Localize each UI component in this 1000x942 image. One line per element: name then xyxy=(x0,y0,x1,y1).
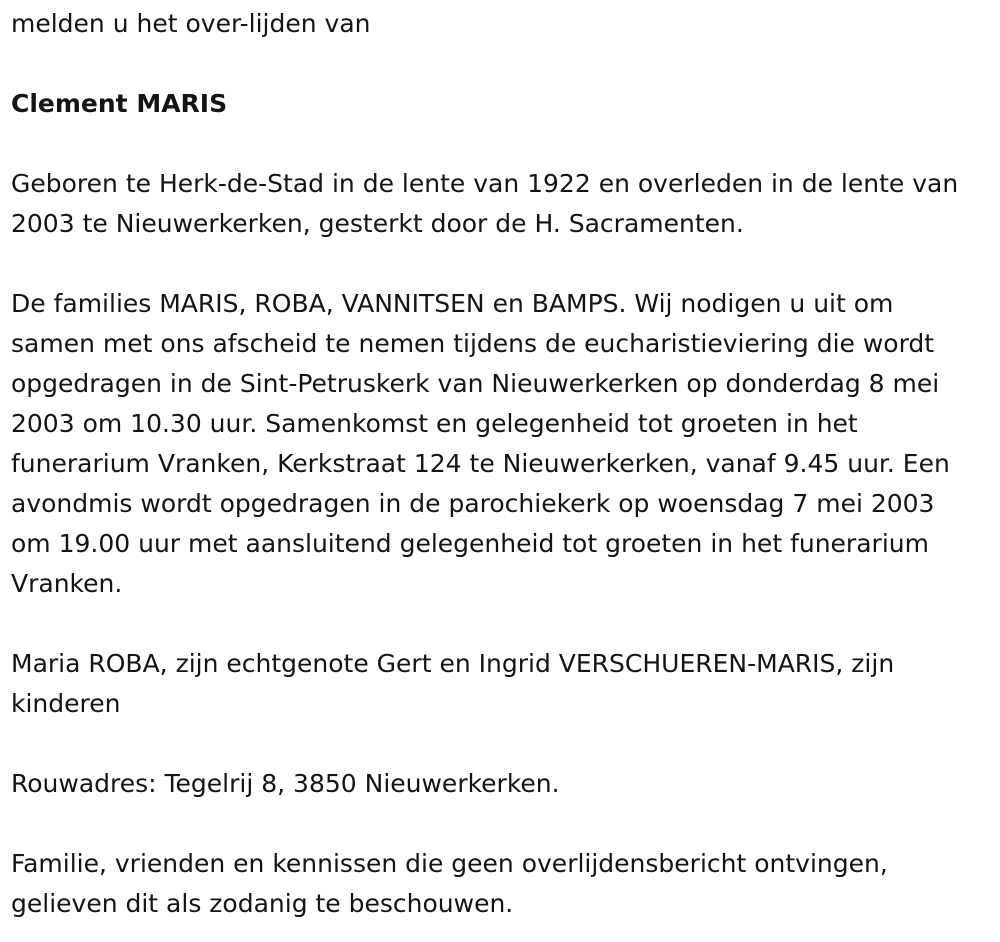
obituary-notice xyxy=(11,4,981,924)
deceased-name: Clement MARIS xyxy=(11,89,228,118)
funeral-invitation-paragraph: De families MARIS, ROBA, VANNITSEN en BAMPS. Wij nodigen u uit om samen met ons afscheid te nemen tijdens de eucharistieviering die wordt opgedragen in de Sint-Petruskerk van Nieuwerkerken op donderdag 8 mei 2003 om 10.30 uur. Samenkomst en gelegenheid tot groeten in het funerarium Vranken, Kerkstraat 124 te Nieuwerkerken, vanaf 9.45 uur. Een avondmis wordt opgedragen in de parochiekerk op woensdag 7 mei 2003 om 19.00 uur met aansluitend gelegenheid tot groeten in het funerarium Vranken. xyxy=(11,289,950,598)
intro-text: melden u het over-lijden van xyxy=(11,9,371,38)
relatives-paragraph: Maria ROBA, zijn echtgenote Gert en Ingrid VERSCHUEREN-MARIS, zijn kinderen xyxy=(11,649,895,718)
closing-paragraph: Familie, vrienden en kennissen die geen overlijdensbericht ontvingen, gelieven dit als zodanig te beschouwen. xyxy=(11,849,888,918)
mourning-address: Rouwadres: Tegelrij 8, 3850 Nieuwerkerken. xyxy=(11,769,560,798)
birth-death-paragraph: Geboren te Herk-de-Stad in de lente van 1922 en overleden in de lente van 2003 te Nieuwerkerken, gesterkt door de H. Sacramenten. xyxy=(11,169,959,238)
